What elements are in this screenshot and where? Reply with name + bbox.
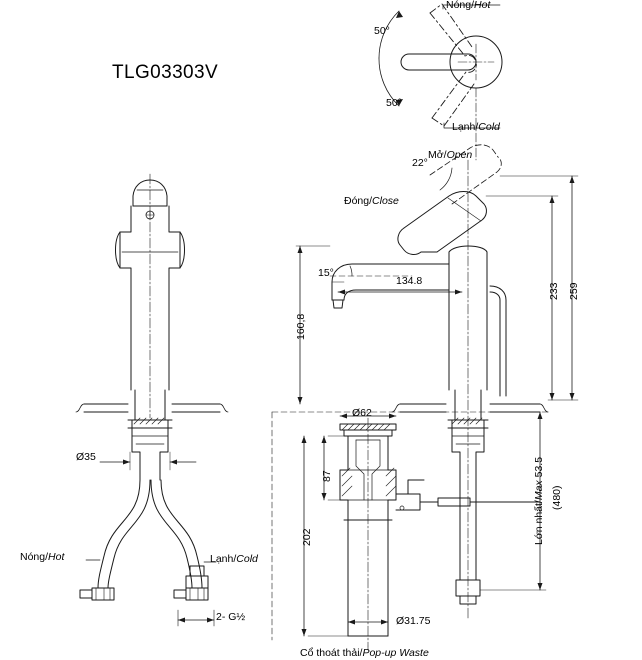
dim-height-160-8: 160,8 bbox=[295, 313, 307, 340]
dim-angle-spout: 15° bbox=[318, 267, 334, 279]
dim-dia-62: Ø62 bbox=[352, 407, 372, 419]
dim-angle-cold: 50° bbox=[386, 97, 402, 109]
label-waste: Cổ thoát thải/Pop-up Waste bbox=[300, 647, 429, 659]
dim-angle-open: 22° bbox=[412, 157, 428, 169]
dim-length-134-8: 134.8 bbox=[396, 275, 423, 287]
dim-angle-hot: 50° bbox=[374, 25, 390, 37]
label-max-paren: (480) bbox=[551, 485, 563, 510]
dim-dia-31-75: Ø31.75 bbox=[396, 615, 431, 627]
dim-height-259: 259 bbox=[568, 282, 580, 300]
dim-height-233: 233 bbox=[548, 282, 560, 300]
dim-depth-87: 87 bbox=[321, 470, 333, 482]
label-hot-bottom: Nóng/Hot bbox=[20, 551, 65, 563]
label-thread: 2- G½ bbox=[216, 611, 246, 623]
label-cold-bottom: Lạnh/Cold bbox=[210, 553, 258, 565]
dim-dia-35: Ø35 bbox=[76, 451, 96, 463]
label-max: Lớn nhất/Max 53.5 bbox=[533, 456, 545, 545]
label-open: Mở/Open bbox=[428, 149, 473, 161]
label-close: Đóng/Close bbox=[344, 195, 399, 207]
label-cold-top: Lạnh/Cold bbox=[452, 121, 500, 133]
page-title: TLG03303V bbox=[112, 62, 219, 83]
dim-depth-202: 202 bbox=[301, 528, 313, 546]
label-hot-top: Nóng/Hot bbox=[446, 0, 491, 11]
